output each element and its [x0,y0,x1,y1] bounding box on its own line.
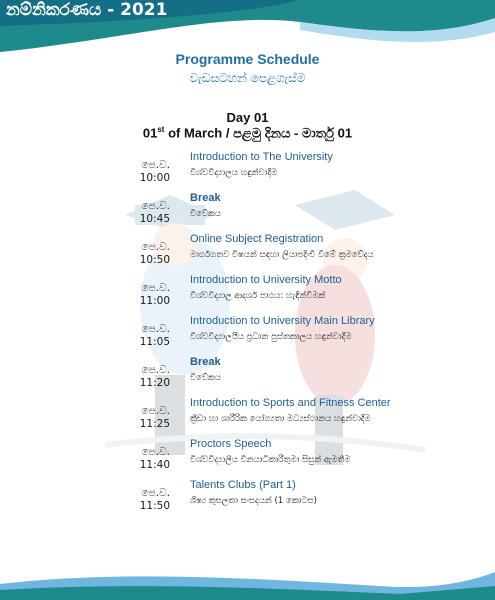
schedule-time: පෙ.ව. 10:45 [139,200,170,225]
schedule-row [0,192,495,232]
event-subtitle: විවේකය [190,209,222,219]
schedule-row [0,479,495,519]
event-title: Break [190,356,221,368]
event-title: Break [190,192,221,204]
schedule-row [0,233,495,273]
event-title: Proctors Speech [190,438,272,450]
date-suffix: of March / පළමු දිනය - මාර්තු 01 [164,125,353,141]
date-prefix: 01 [142,125,158,141]
event-subtitle: විශ්වවිද්‍යාල ආදර්ශ පාඨය: හැඳින්වීමක් [190,291,326,301]
event-subtitle: මාර්ගගතව විෂයන් සඳහා ලියාපදිංචි වීමේ ක්‍රමවේදය [190,250,374,260]
header-title: නම්නිකරණය - 2021 [6,0,168,20]
event-subtitle: විශ්වවිද්‍යාලයීය ප්‍රධාන පුස්තකාලය හඳුන්වාදීම [190,332,352,342]
programme-title: Programme Schedule [175,51,320,67]
schedule-row [0,438,495,478]
schedule-time: පෙ.ව. 10:00 [139,159,170,184]
schedule-time: පෙ.ව. 10:50 [139,241,170,266]
schedule-time: පෙ.ව. 11:25 [139,405,170,430]
event-subtitle: විවේකය [190,373,222,383]
event-title: Introduction to University Main Library [190,315,375,327]
event-title: Talents Clubs (Part 1) [190,479,296,491]
event-title: Introduction to The University [190,151,333,163]
programme-subtitle: වැඩසටහන් පෙළගැස්ම [189,71,306,85]
event-subtitle: විශ්වවිද්‍යාලය හඳුන්වාදීම [190,168,278,178]
schedule-time: පෙ.ව. 11:05 [139,323,170,348]
event-title: Introduction to Sports and Fitness Center [190,397,391,409]
event-subtitle: ක්‍රීඩා හා ශාරීරික යෝග්‍යතා මධ්‍යස්ථානය හඳුන්වාදීම [190,414,371,424]
schedule-row [0,356,495,396]
date-sup: st [157,125,165,134]
event-subtitle: ශිෂ්‍ය කුසලතා සංසදයන් (1 කොටස) [190,496,317,506]
schedule-time: පෙ.ව. 11:40 [139,446,170,471]
event-title: Introduction to University Motto [190,274,342,286]
date-line [0,125,495,141]
schedule-row [0,151,495,191]
schedule-row [0,274,495,314]
schedule-row [0,315,495,355]
event-subtitle: විශ්වවිද්‍යාලීය විනයාධිකාරීතුමා සිසුන් ඇමතීම [190,455,351,465]
schedule-time: පෙ.ව. 11:20 [139,364,170,389]
event-title: Online Subject Registration [190,233,324,245]
schedule-time: පෙ.ව. 11:50 [139,487,170,512]
schedule-row [0,397,495,437]
footer-band [0,560,495,600]
day-title: Day 01 [226,110,269,125]
schedule-time: පෙ.ව. 11:00 [139,282,170,307]
